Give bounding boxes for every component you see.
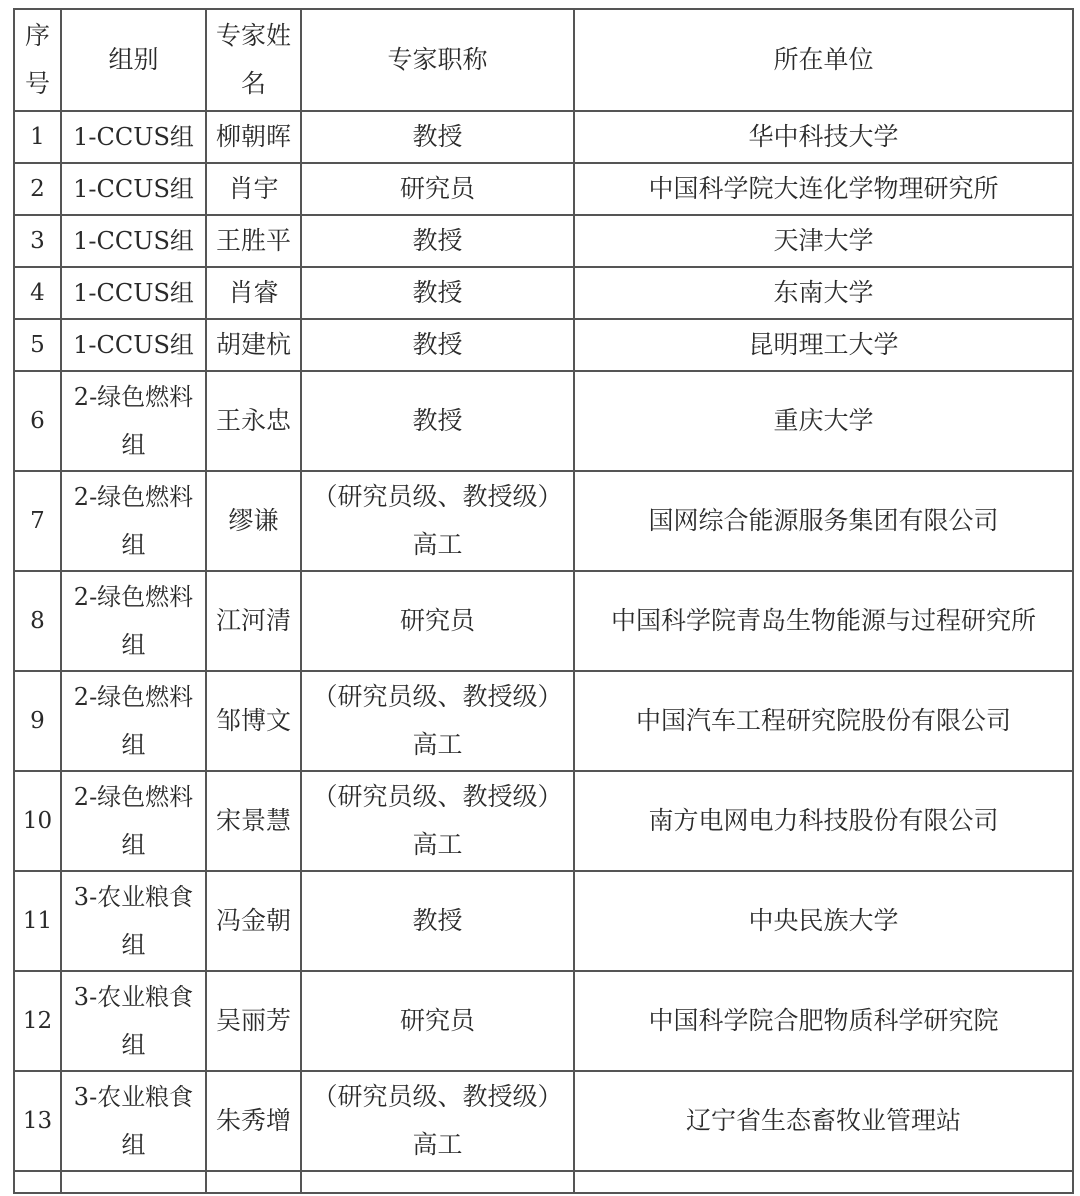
cell-name: 柳朝晖 — [206, 111, 301, 163]
cell-empty — [301, 1171, 574, 1193]
cell-seq: 5 — [14, 319, 61, 371]
cell-unit: 南方电网电力科技股份有限公司 — [574, 771, 1073, 871]
table-row — [14, 267, 1073, 319]
cell-unit: 国网综合能源服务集团有限公司 — [574, 471, 1073, 571]
cell-name: 胡建杭 — [206, 319, 301, 371]
table-row — [14, 971, 1073, 1071]
cell-group: 3-农业粮食组 — [61, 971, 206, 1071]
cell-empty — [14, 1171, 61, 1193]
cell-title: 教授 — [301, 215, 574, 267]
cell-title: 教授 — [301, 111, 574, 163]
cell-group: 1-CCUS组 — [61, 111, 206, 163]
cell-title: （研究员级、教授级）高工 — [301, 771, 574, 871]
table-row — [14, 471, 1073, 571]
cell-unit: 重庆大学 — [574, 371, 1073, 471]
header-name: 专家姓名 — [206, 9, 301, 111]
header-seq: 序号 — [14, 9, 61, 111]
cell-title: 研究员 — [301, 971, 574, 1071]
cell-name: 江河清 — [206, 571, 301, 671]
cell-seq: 4 — [14, 267, 61, 319]
cell-unit: 华中科技大学 — [574, 111, 1073, 163]
table-row — [14, 1071, 1073, 1171]
table-row — [14, 215, 1073, 267]
cell-seq: 2 — [14, 163, 61, 215]
cell-unit: 昆明理工大学 — [574, 319, 1073, 371]
table-row — [14, 371, 1073, 471]
cell-group: 1-CCUS组 — [61, 319, 206, 371]
cell-seq: 6 — [14, 371, 61, 471]
cell-group: 3-农业粮食组 — [61, 1071, 206, 1171]
cell-title: 研究员 — [301, 163, 574, 215]
cell-name: 肖宇 — [206, 163, 301, 215]
cell-seq: 3 — [14, 215, 61, 267]
table-row — [14, 871, 1073, 971]
cell-name: 宋景慧 — [206, 771, 301, 871]
cell-title: （研究员级、教授级）高工 — [301, 471, 574, 571]
cell-seq: 1 — [14, 111, 61, 163]
cell-name: 王永忠 — [206, 371, 301, 471]
table-row — [14, 163, 1073, 215]
cell-name: 肖睿 — [206, 267, 301, 319]
table-row — [14, 771, 1073, 871]
cell-seq: 10 — [14, 771, 61, 871]
cell-name: 缪谦 — [206, 471, 301, 571]
cell-group: 2-绿色燃料组 — [61, 671, 206, 771]
cell-unit: 中国科学院大连化学物理研究所 — [574, 163, 1073, 215]
header-group: 组别 — [61, 9, 206, 111]
cell-seq: 9 — [14, 671, 61, 771]
table-row-cutoff — [14, 1171, 1073, 1193]
cell-title: （研究员级、教授级）高工 — [301, 1071, 574, 1171]
cell-title: 教授 — [301, 319, 574, 371]
table-row — [14, 111, 1073, 163]
cell-title: 教授 — [301, 871, 574, 971]
cell-title: 研究员 — [301, 571, 574, 671]
cell-unit: 中国汽车工程研究院股份有限公司 — [574, 671, 1073, 771]
cell-seq: 13 — [14, 1071, 61, 1171]
cell-name: 王胜平 — [206, 215, 301, 267]
cell-seq: 11 — [14, 871, 61, 971]
cell-group: 3-农业粮食组 — [61, 871, 206, 971]
header-title: 专家职称 — [301, 9, 574, 111]
cell-unit: 天津大学 — [574, 215, 1073, 267]
cell-group: 2-绿色燃料组 — [61, 571, 206, 671]
cell-name: 朱秀增 — [206, 1071, 301, 1171]
cell-unit: 中国科学院合肥物质科学研究院 — [574, 971, 1073, 1071]
cell-unit: 东南大学 — [574, 267, 1073, 319]
cell-seq: 7 — [14, 471, 61, 571]
cell-group: 1-CCUS组 — [61, 163, 206, 215]
table-row — [14, 671, 1073, 771]
expert-list-table — [13, 8, 1074, 1194]
cell-title: 教授 — [301, 371, 574, 471]
cell-group: 1-CCUS组 — [61, 215, 206, 267]
cell-seq: 8 — [14, 571, 61, 671]
cell-title: （研究员级、教授级）高工 — [301, 671, 574, 771]
cell-name: 吴丽芳 — [206, 971, 301, 1071]
table-row — [14, 319, 1073, 371]
cell-group: 2-绿色燃料组 — [61, 371, 206, 471]
cell-empty — [61, 1171, 206, 1193]
cell-group: 2-绿色燃料组 — [61, 471, 206, 571]
cell-empty — [206, 1171, 301, 1193]
cell-empty — [574, 1171, 1073, 1193]
cell-seq: 12 — [14, 971, 61, 1071]
cell-group: 2-绿色燃料组 — [61, 771, 206, 871]
cell-unit: 辽宁省生态畜牧业管理站 — [574, 1071, 1073, 1171]
header-row — [14, 9, 1073, 111]
cell-title: 教授 — [301, 267, 574, 319]
table-row — [14, 571, 1073, 671]
cell-name: 邹博文 — [206, 671, 301, 771]
cell-group: 1-CCUS组 — [61, 267, 206, 319]
cell-unit: 中国科学院青岛生物能源与过程研究所 — [574, 571, 1073, 671]
header-unit: 所在单位 — [574, 9, 1073, 111]
cell-unit: 中央民族大学 — [574, 871, 1073, 971]
cell-name: 冯金朝 — [206, 871, 301, 971]
